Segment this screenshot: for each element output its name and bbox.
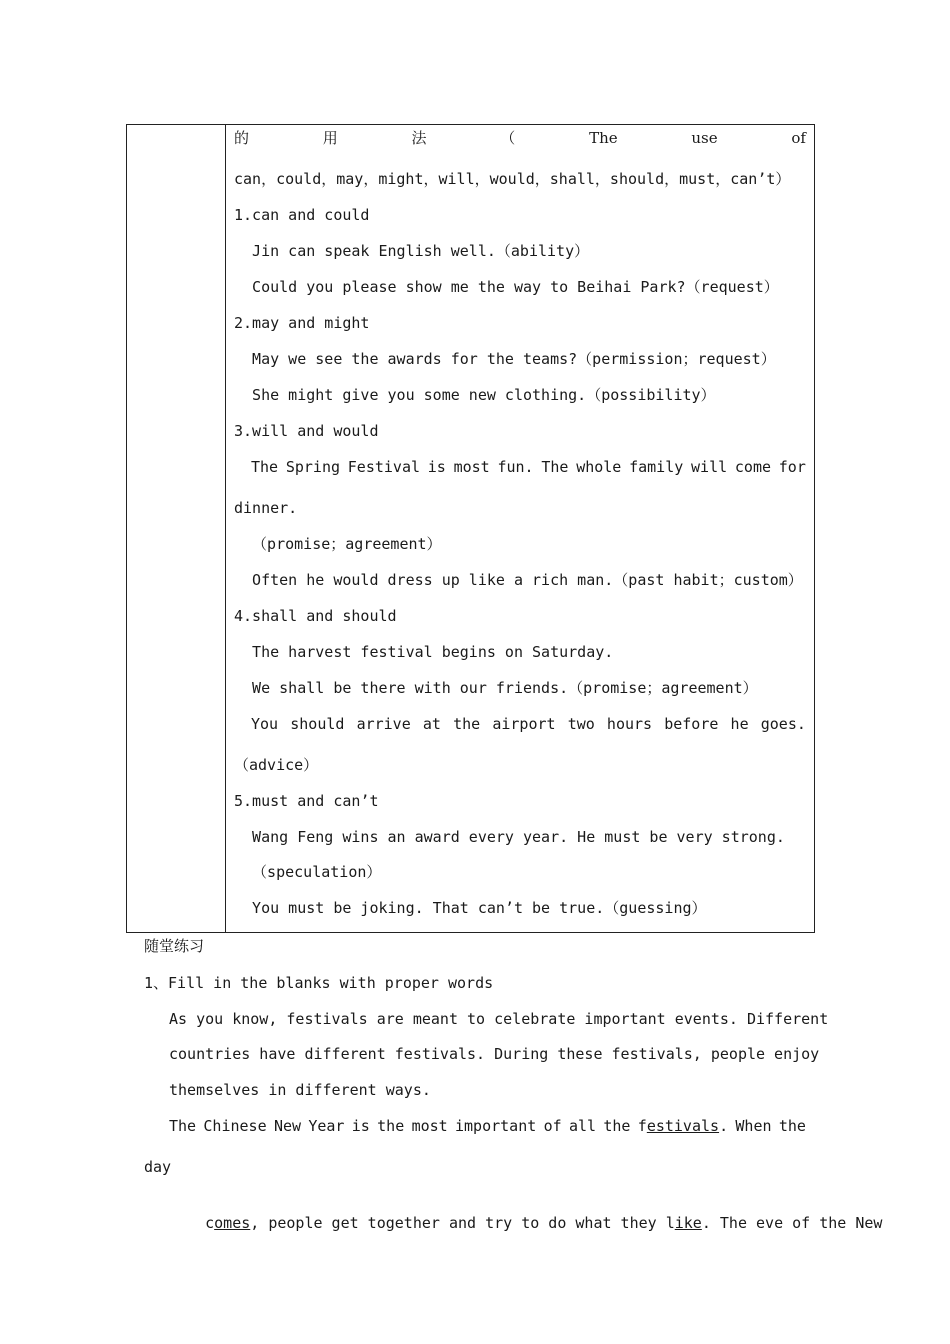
word: of [543,1117,562,1135]
word: Chinese [203,1117,267,1135]
text-fragment: c [205,1214,215,1232]
word: the [603,1117,631,1135]
table-line: dinner. [234,499,298,517]
table-line: She might give you some new clothing.（possibility） [234,386,716,404]
word: Year [308,1117,345,1135]
paragraph-justified-line [169,1116,806,1136]
table-line: 5.must and can’t [234,792,379,810]
word: The [169,1117,197,1135]
word: at [422,715,441,733]
text-fragment: f [637,1117,647,1135]
word: The [251,458,279,476]
table-justified-line [251,714,806,734]
word: the [453,715,481,733]
table-line: （speculation） [234,863,382,881]
word: for [778,458,806,476]
paragraph-line: countries have different festivals. During these festivals, people enjoy [169,1045,820,1063]
blank-word [638,1116,728,1136]
word: 的 [234,129,250,147]
word: Festival [347,458,421,476]
table-line: Wang Feng wins an award every year. He must be very strong. [234,828,785,846]
table-line: May we see the awards for the teams?（permission；request） [234,350,776,368]
question-1-title: 1、Fill in the blanks with proper words [144,974,494,992]
paragraph-line: themselves in different ways. [169,1081,431,1099]
table-line: You must be joking. That can’t be true.（guessing） [234,899,707,917]
word: important [455,1117,537,1135]
word: the [778,1117,806,1135]
practice-heading: 随堂练习 [144,937,205,955]
table-line: 4.shall and should [234,607,397,625]
word: Spring [285,458,341,476]
paragraph-line-blanks [169,1193,883,1253]
word: of [791,129,806,147]
table-line: （promise；agreement） [234,535,442,553]
word: most [411,1117,448,1135]
word: （ [500,129,516,147]
word: the [377,1117,405,1135]
word: 用 [322,129,338,147]
word: most [453,458,490,476]
word: come [734,458,772,476]
paragraph-line: day [144,1158,172,1176]
word: airport [492,715,556,733]
word: use [691,129,718,147]
word: The [589,129,618,147]
table-line: We shall be there with our friends.（promise；agreement） [234,679,758,697]
word: family [629,458,684,476]
word: The [541,458,569,476]
word: all [568,1117,597,1135]
table-justified-line [251,457,806,477]
word: When [735,1117,772,1135]
table-line: （advice） [234,756,319,774]
blank-answer[interactable]: omes [214,1214,251,1232]
table-line: Jin can speak English well.（ability） [234,242,590,260]
word: before [664,715,719,733]
word: goes. [760,715,806,733]
table-line: 3.will and would [234,422,379,440]
word: is [427,458,446,476]
table-title-line-2: can，could，may，might，will，would，shall，should，must，can’t） [234,170,791,188]
table-title-line [234,128,806,148]
text-fragment: , people get together and try to do what they l [250,1214,675,1232]
text-fragment: . The eve of the New [701,1214,883,1232]
word: two [567,715,595,733]
table-line: Could you please show me the way to Beihai Park?（request） [234,278,779,296]
table-line: The harvest festival begins on Saturday. [234,643,614,661]
word: fun. [497,458,534,476]
word: he [730,715,749,733]
word: will [691,458,728,476]
blank-answer[interactable]: estivals [646,1117,720,1135]
paragraph-line: As you know, festivals are meant to celebrate important events. Different [169,1010,829,1028]
word: whole [576,458,622,476]
word: You [251,715,279,733]
text-fragment: . [719,1117,729,1135]
word: is [351,1117,370,1135]
word: New [273,1117,302,1135]
table-line: 1.can and could [234,206,370,224]
table-column-divider [225,125,226,932]
table-line: 2.may and might [234,314,370,332]
word: hours [606,715,653,733]
word: arrive [356,715,411,733]
word: 法 [411,129,427,147]
word: should [290,715,345,733]
blank-answer[interactable]: ike [674,1214,702,1232]
table-line: Often he would dress up like a rich man.（past habit；custom） [234,571,803,589]
